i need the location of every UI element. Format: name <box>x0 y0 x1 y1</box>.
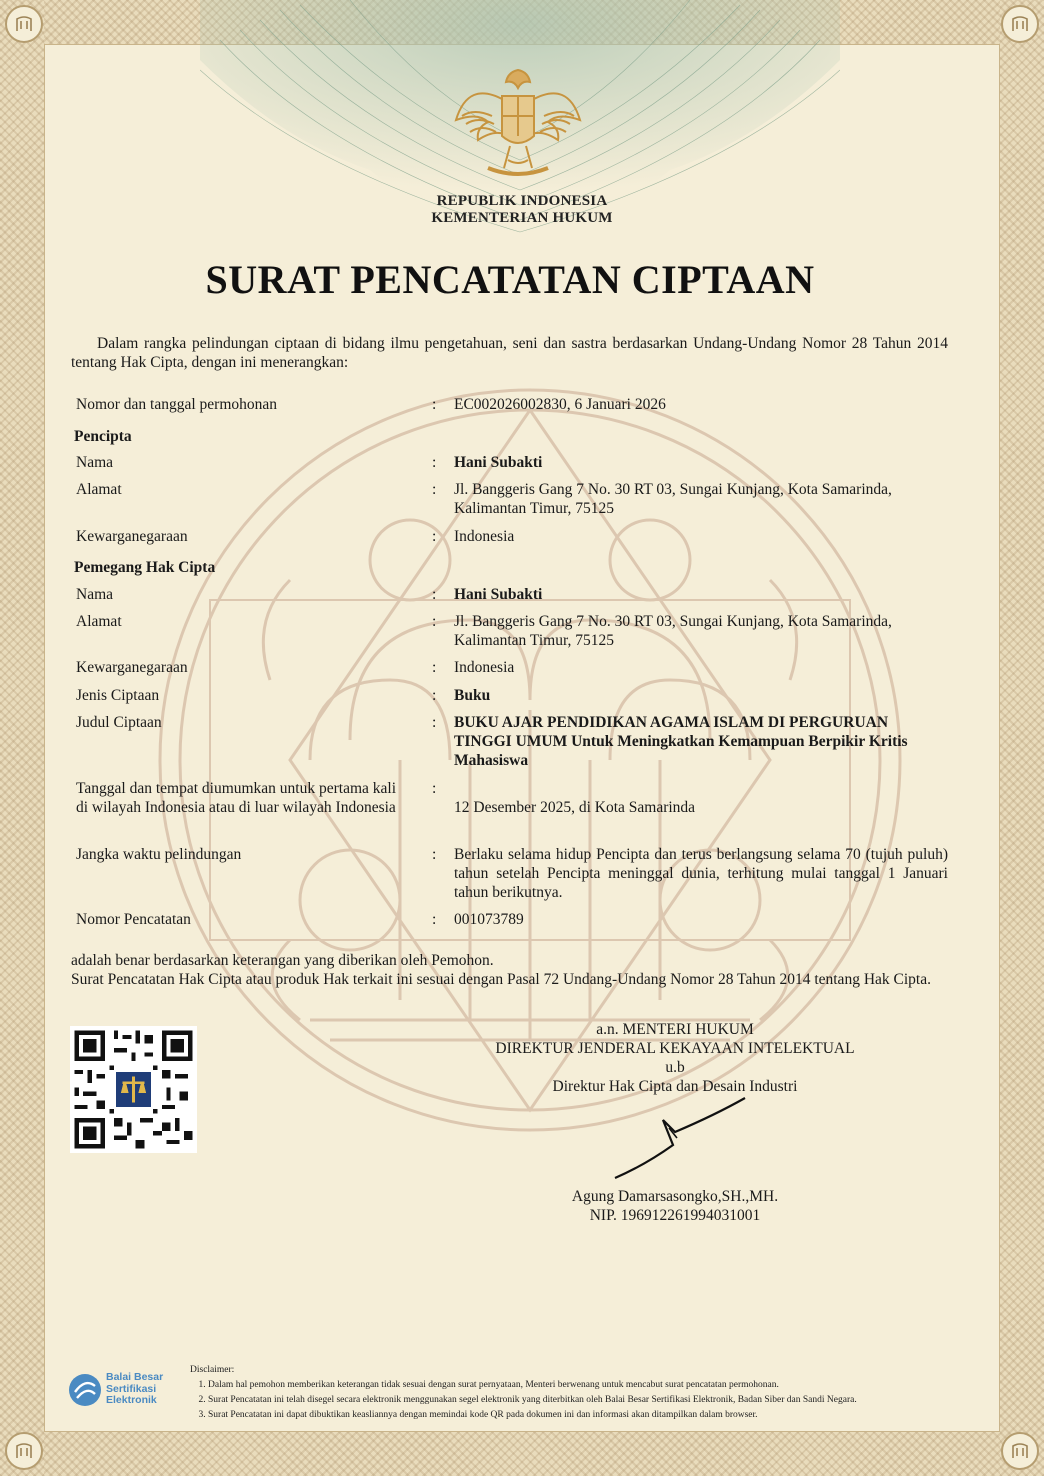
signatory-name: Agung Damarsasongko,SH.,MH. <box>571 1188 779 1205</box>
closing-line-1: adalah benar berdasarkan keterangan yang diberikan oleh Pemohon. <box>71 952 494 969</box>
colon: : <box>432 911 437 928</box>
intro-paragraph: Dalam rangka pelindungan ciptaan di bidang ilmu pengetahuan, seni dan sastra berdasarkan Undang-Undang Nomor 28 Tahun 2014 tentang Hak Cipta, dengan ini menerangkan: <box>71 335 948 371</box>
colon: : <box>432 780 437 797</box>
work-title-label: Judul Ciptaan <box>76 714 162 731</box>
creator-address-label: Alamat <box>76 481 122 498</box>
header-republic: REPUBLIK INDONESIA <box>436 193 608 209</box>
colon: : <box>432 846 437 863</box>
work-protection-label: Jangka waktu pelindungan <box>76 846 242 863</box>
disclaimer-item: 3. Surat Pencatatan ini dapat dibuktikan keasliannya dengan memindai kode QR pada dokumen ini dan informasi akan ditampilkan dalam browser. <box>208 1408 990 1423</box>
sign-line-1: a.n. MENTERI HUKUM <box>596 1021 754 1038</box>
colon: : <box>432 659 437 676</box>
bsre-label <box>106 1372 163 1407</box>
creator-name: Hani Subakti <box>454 454 543 471</box>
corner-ornament-icon <box>1001 1432 1039 1470</box>
disclaimer-item: 1. Dalam hal pemohon memberikan keterangan tidak sesuai dengan surat pernyataan, Menteri berwenang untuk mencabut surat pencatatan permohonan. <box>208 1378 990 1393</box>
corner-ornament-icon <box>1001 5 1039 43</box>
holder-address-label: Alamat <box>76 613 122 630</box>
creator-citizenship: Indonesia <box>454 528 515 545</box>
work-title: BUKU AJAR PENDIDIKAN AGAMA ISLAM DI PERGURUAN TINGGI UMUM Untuk Meningkatkan Kemampuan Berpikir Kritis Mahasiswa <box>454 714 908 769</box>
colon: : <box>432 613 437 630</box>
work-protection: Berlaku selama hidup Pencipta dan terus berlangsung selama 70 (tujuh puluh) tahun setelah Pencipta meninggal dunia, terhitung mulai tanggal 1 Januari tahun berikutnya. <box>454 846 948 901</box>
work-type: Buku <box>454 687 491 704</box>
colon: : <box>432 687 437 704</box>
holder-citizenship-label: Kewarganegaraan <box>76 659 188 676</box>
signatory-nip: NIP. 196912261994031001 <box>589 1207 761 1224</box>
garuda-emblem <box>448 50 588 190</box>
corner-ornament-icon <box>5 1432 43 1470</box>
work-published: 12 Desember 2025, di Kota Samarinda <box>454 799 696 816</box>
record-number: 001073789 <box>454 911 524 928</box>
bsre-label-line-1: Balai Besar <box>106 1371 164 1383</box>
sign-line-4: Direktur Hak Cipta dan Desain Industri <box>552 1078 798 1095</box>
colon: : <box>432 454 437 471</box>
colon: : <box>432 528 437 545</box>
closing-line-2: Surat Pencatatan Hak Cipta atau produk Hak terkait ini sesuai dengan Pasal 72 Undang-Undang Nomor 28 Tahun 2014 tentang Hak Cipta. <box>71 971 931 988</box>
colon: : <box>432 396 437 413</box>
creator-citizenship-label: Kewarganegaraan <box>76 528 188 545</box>
bsre-label-line-2: Sertifikasi <box>106 1382 157 1395</box>
holder-address: Jl. Banggeris Gang 7 No. 30 RT 03, Sungai Kunjang, Kota Samarinda, Kalimantan Timur, 75125 <box>454 613 892 649</box>
bsre-logo-icon <box>67 1372 103 1408</box>
creator-address: Jl. Banggeris Gang 7 No. 30 RT 03, Sungai Kunjang, Kota Samarinda, Kalimantan Timur, 75125 <box>454 481 892 517</box>
bsre-label-line-3: Elektronik <box>106 1394 157 1406</box>
corner-ornament-icon <box>5 5 43 43</box>
work-type-label: Jenis Ciptaan <box>76 687 160 704</box>
header-ministry: KEMENTERIAN HUKUM <box>431 210 613 226</box>
record-number-label: Nomor Pencatatan <box>76 911 191 928</box>
work-published-label: Tanggal dan tempat diumumkan untuk pertama kali di wilayah Indonesia atau di luar wilayah Indonesia <box>76 780 397 816</box>
application-value: EC002026002830, 6 Januari 2026 <box>454 396 666 413</box>
handwritten-signature <box>605 1090 765 1185</box>
colon: : <box>432 586 437 603</box>
qr-code[interactable] <box>70 1026 197 1153</box>
application-label: Nomor dan tanggal permohonan <box>76 396 278 413</box>
disclaimer <box>190 1363 990 1423</box>
holder-heading: Pemegang Hak Cipta <box>74 559 216 576</box>
disclaimer-item: 2. Surat Pencatatan ini telah disegel secara elektronik menggunakan segel elektronik yang diterbitkan oleh Balai Besar Sertifikasi Elektronik, Badan Siber dan Sandi Negara. <box>208 1393 990 1408</box>
holder-name-label: Nama <box>76 586 114 603</box>
holder-name: Hani Subakti <box>454 586 543 603</box>
sign-line-2: DIREKTUR JENDERAL KEKAYAAN INTELEKTUAL <box>495 1040 855 1057</box>
creator-name-label: Nama <box>76 454 114 471</box>
creator-heading: Pencipta <box>74 428 132 445</box>
document-title: SURAT PENCATATAN CIPTAAN <box>205 257 815 302</box>
border-bottom <box>0 1432 1044 1476</box>
colon: : <box>432 714 437 731</box>
disclaimer-heading: Disclaimer: <box>190 1365 235 1375</box>
holder-citizenship: Indonesia <box>454 659 515 676</box>
sign-line-3: u.b <box>665 1059 685 1076</box>
colon: : <box>432 481 437 498</box>
